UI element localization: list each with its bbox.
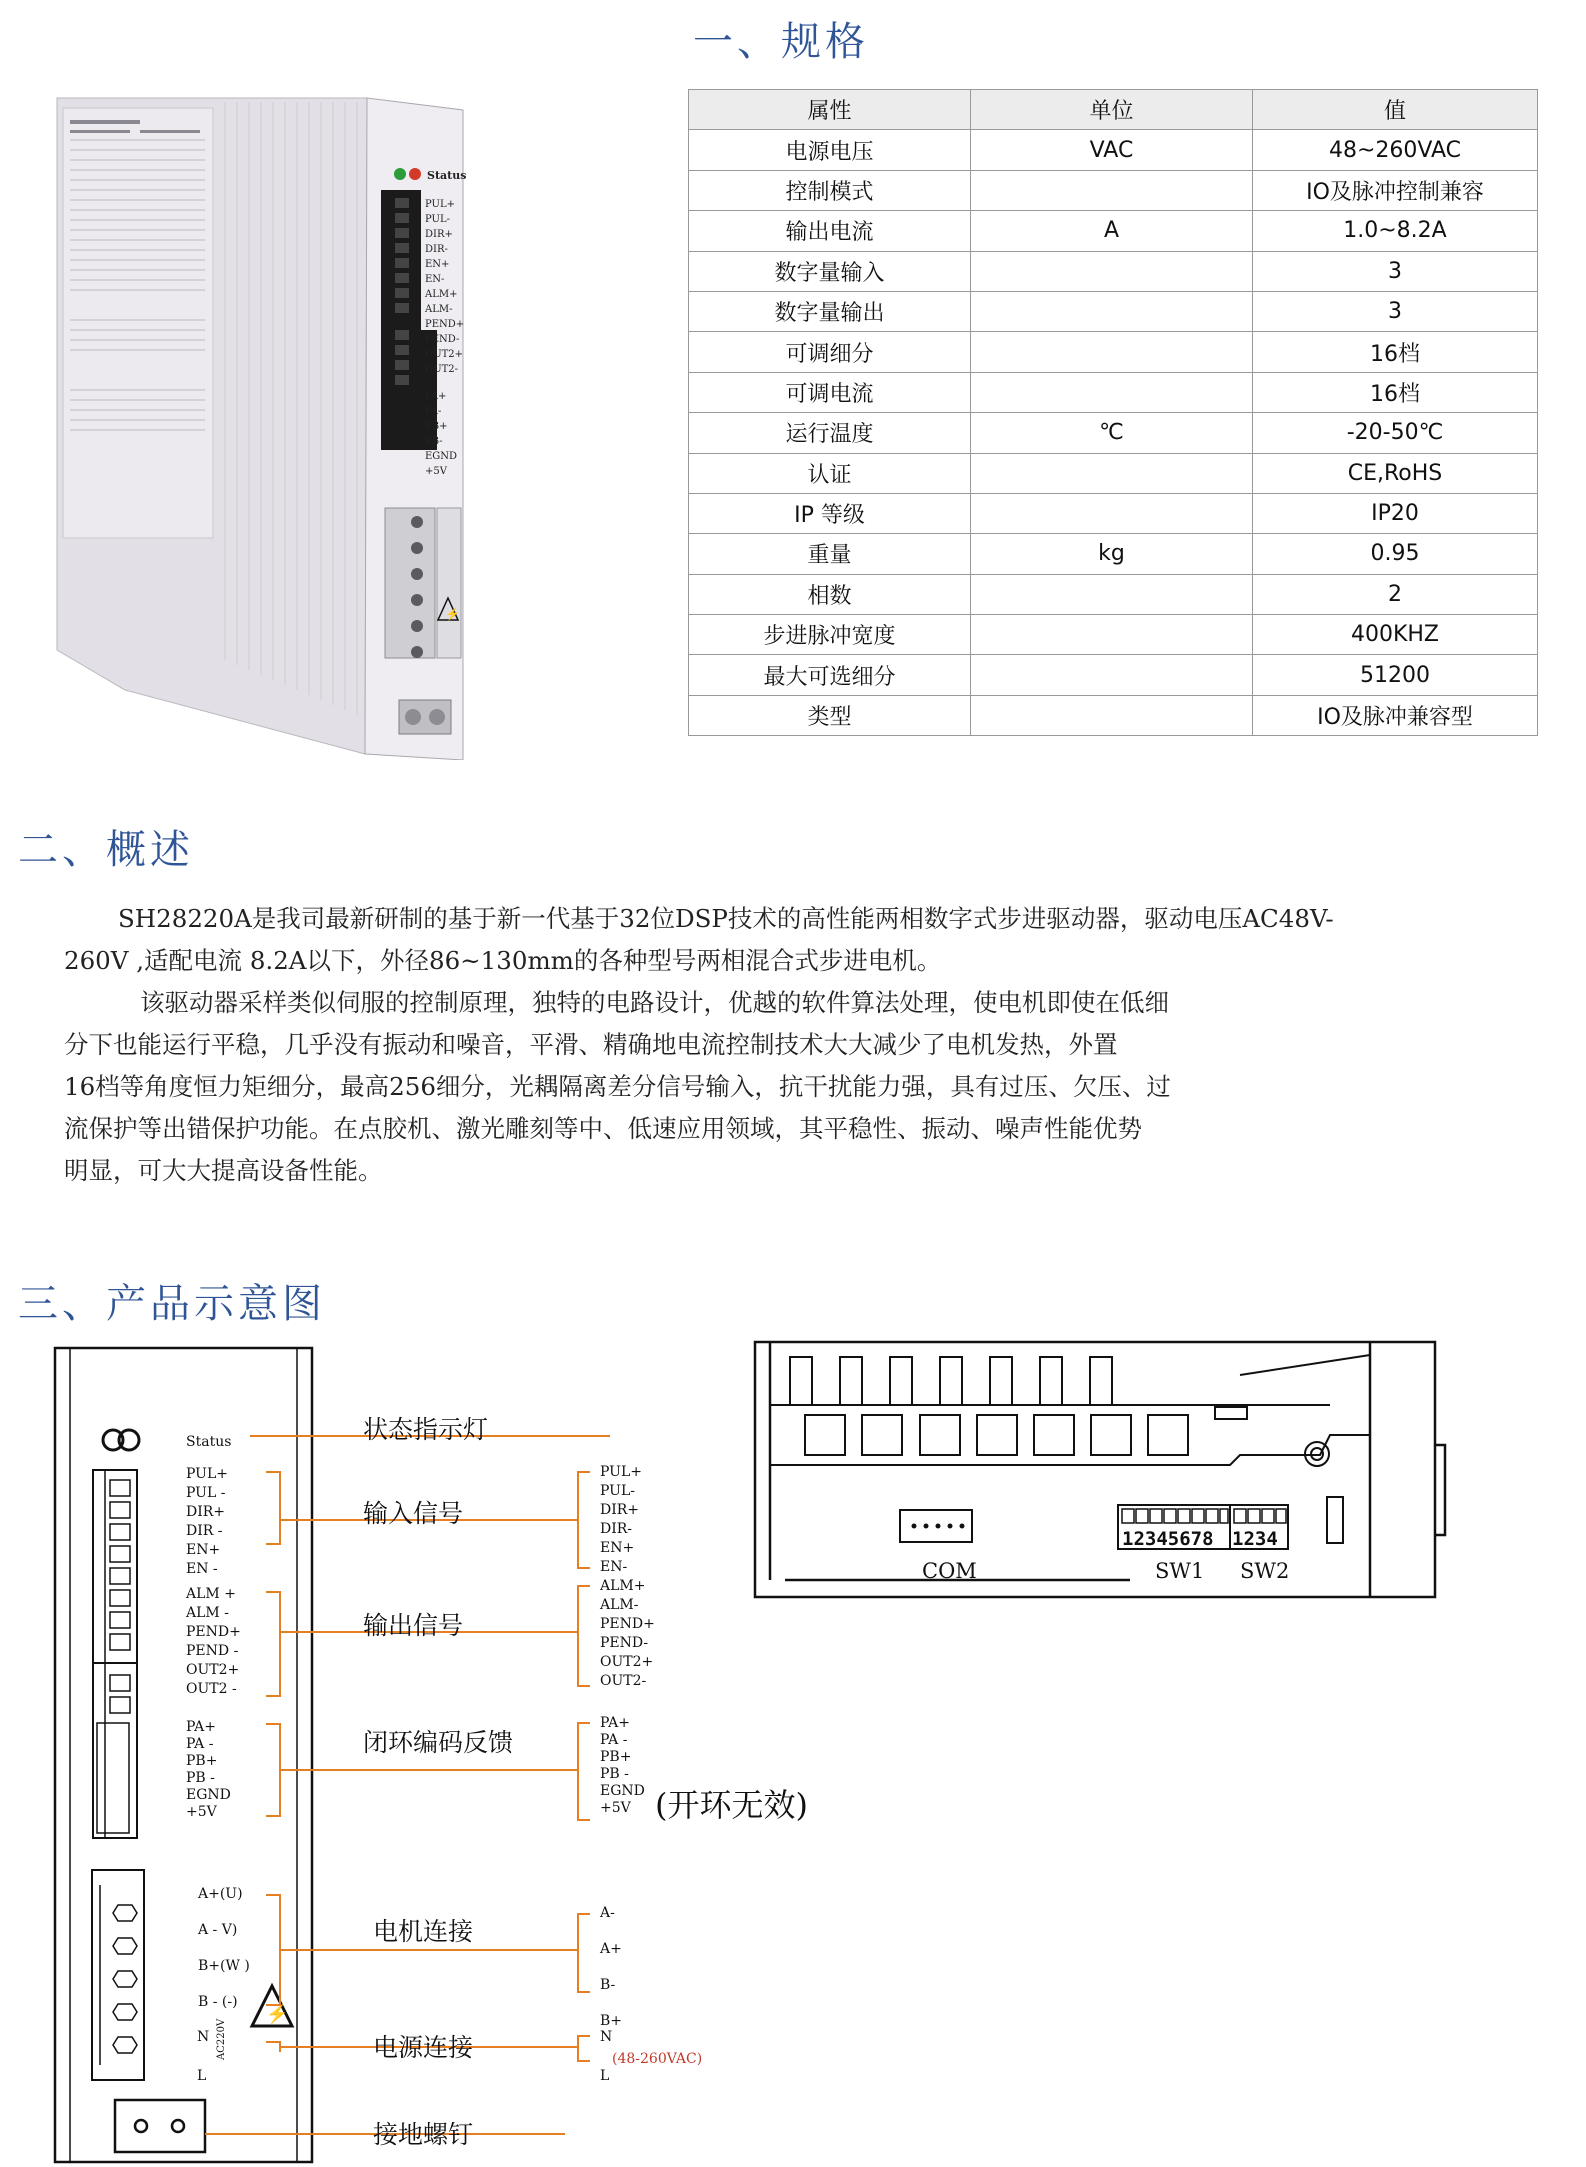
spec-unit-cell — [971, 291, 1253, 331]
photo-status-label: Status — [427, 169, 467, 182]
front-output-pin-label: PEND+ — [186, 1624, 241, 1640]
overview-p2-line3: 16档等角度恒力矩细分，最高256细分，光耦隔离差分信号输入，抗干扰能力强，具有过压、欠压、过 — [64, 1072, 1171, 1101]
power-signal-pin-n: N — [600, 2029, 613, 2045]
spec-attribute-cell: 步进脉冲宽度 — [689, 615, 971, 655]
connector-hole — [110, 1502, 130, 1518]
front-output-pin-label: ALM + — [186, 1586, 236, 1602]
photo-pin-label: PB+ — [425, 421, 448, 432]
sw2-digits: 1234 — [1232, 1528, 1278, 1550]
overview-p2-line1: 该驱动器采样类似伺服的控制原理，独特的电路设计，优越的软件算法处理，使电机即使在低细 — [140, 988, 1169, 1017]
overview-p2-line2: 分下也能运行平稳，几乎没有振动和噪音，平滑、精确地电流控制技术大大减少了电机发热，外置 — [64, 1030, 1118, 1059]
spec-unit-cell — [971, 372, 1253, 412]
spec-value-cell: 16档 — [1253, 332, 1538, 372]
encoder-signal-pin: PB - — [600, 1766, 629, 1782]
photo-pin-label: ALM- — [425, 304, 453, 315]
front-input-pin-label: EN+ — [186, 1542, 221, 1558]
overview-section-title: 二、概述 — [18, 827, 194, 873]
encoder-signal-pin: PA+ — [600, 1715, 630, 1731]
encoder-feedback-label: 闭环编码反馈 — [363, 1728, 514, 1757]
spec-unit-cell — [971, 332, 1253, 372]
spec-attribute-cell: 可调细分 — [689, 332, 971, 372]
spec-row — [689, 130, 1538, 170]
side-view-diagram — [750, 1335, 1450, 1615]
spec-value-cell: CE,RoHS — [1253, 453, 1538, 493]
spec-row — [689, 170, 1538, 210]
motor-signal-pin: B- — [600, 1977, 616, 1993]
front-input-pin-label: DIR+ — [186, 1504, 226, 1520]
motor-signal-pin: A+ — [600, 1941, 622, 1957]
spec-row — [689, 695, 1538, 735]
spec-value-cell: 51200 — [1253, 655, 1538, 695]
front-motor-pin-label: B+(W ) — [198, 1958, 250, 1974]
front-output-pin-label: OUT2+ — [186, 1662, 240, 1678]
encoder-signal-pin: PB+ — [600, 1749, 632, 1765]
com-label: COM — [922, 1559, 977, 1583]
front-input-pin-label: DIR - — [186, 1523, 223, 1539]
front-encoder-pin-label: PB - — [186, 1770, 215, 1786]
spec-value-cell: IO及脉冲兼容型 — [1253, 695, 1538, 735]
front-motor-pin-label: A - V) — [198, 1922, 238, 1938]
photo-pin-label: PA- — [425, 406, 442, 417]
output-signal-pin: PEND+ — [600, 1616, 655, 1632]
spec-header-unit: 单位 — [971, 90, 1253, 130]
spec-unit-cell — [971, 251, 1253, 291]
spec-row — [689, 574, 1538, 614]
spec-header-attribute: 属性 — [689, 90, 971, 130]
motor-signal-pin: A- — [600, 1905, 615, 1921]
status-indicator-label: 状态指示灯 — [363, 1415, 489, 1444]
power-signal-pin-l: L — [600, 2068, 610, 2084]
front-encoder-pin-label: PA - — [186, 1736, 214, 1752]
front-power-pin-l: L — [197, 2068, 207, 2084]
spec-attribute-cell: 可调电流 — [689, 372, 971, 412]
spec-attribute-cell: 最大可选细分 — [689, 655, 971, 695]
spec-attribute-cell: 数字量输出 — [689, 291, 971, 331]
front-input-pin-label: EN - — [186, 1561, 218, 1577]
front-ac-text: AC220V — [216, 2018, 227, 2060]
spec-row — [689, 453, 1538, 493]
spec-unit-cell: VAC — [971, 130, 1253, 170]
spec-attribute-cell: IP 等级 — [689, 493, 971, 533]
front-encoder-pin-label: EGND — [186, 1787, 231, 1803]
spec-attribute-cell: 认证 — [689, 453, 971, 493]
overview-p1-line2: 260V ,适配电流 8.2A以下，外径86~130mm的各种型号两相混合式步进电机。 — [64, 946, 942, 975]
spec-unit-cell — [971, 453, 1253, 493]
photo-pin-label: PUL+ — [425, 199, 455, 210]
motor-connection-label: 电机连接 — [373, 1917, 474, 1946]
driver-product-photo — [55, 90, 475, 760]
front-output-pin-label: ALM - — [186, 1605, 229, 1621]
front-motor-pin-label: A+(U) — [198, 1886, 243, 1902]
spec-attribute-cell: 数字量输入 — [689, 251, 971, 291]
ground-screw-label: 接地螺钉 — [373, 2120, 474, 2149]
connector-hole — [110, 1634, 130, 1650]
spec-value-cell: 3 — [1253, 291, 1538, 331]
spec-unit-cell — [971, 615, 1253, 655]
encoder-signal-pin: PA - — [600, 1732, 628, 1748]
photo-pin-label: PEND+ — [425, 319, 465, 330]
spec-value-cell: 0.95 — [1253, 534, 1538, 574]
spec-attribute-cell: 相数 — [689, 574, 971, 614]
connector-hole — [110, 1590, 130, 1606]
photo-pin-label: +5V — [425, 466, 447, 477]
front-encoder-pin-label: +5V — [186, 1804, 217, 1820]
power-connection-label: 电源连接 — [373, 2033, 474, 2062]
output-signal-pin: OUT2+ — [600, 1654, 654, 1670]
input-signal-pin: PUL+ — [600, 1464, 642, 1480]
spec-row — [689, 372, 1538, 412]
front-motor-pin-label: B - (-) — [198, 1994, 238, 2010]
photo-pin-label: DIR+ — [425, 229, 453, 240]
spec-value-cell: 400KHZ — [1253, 615, 1538, 655]
photo-pin-label: OUT2+ — [425, 349, 464, 360]
spec-header-value: 值 — [1253, 90, 1538, 130]
connector-hole — [110, 1675, 130, 1691]
output-signal-pin: ALM- — [600, 1597, 639, 1613]
photo-pin-label: EGND — [425, 451, 458, 462]
encoder-signal-pin: +5V — [600, 1800, 631, 1816]
spec-row — [689, 493, 1538, 533]
spec-value-cell: 2 — [1253, 574, 1538, 614]
spec-row — [689, 211, 1538, 251]
front-output-pin-label: PEND - — [186, 1643, 239, 1659]
spec-row — [689, 413, 1538, 453]
overview-p1-line1: SH28220A是我司最新研制的基于新一代基于32位DSP技术的高性能两相数字式步进驱动器，驱动电压AC48V- — [118, 904, 1334, 933]
connector-hole — [110, 1480, 130, 1496]
front-input-pin-label: PUL - — [186, 1485, 226, 1501]
photo-pin-label: PB- — [425, 436, 443, 447]
spec-value-cell: -20-50℃ — [1253, 413, 1538, 453]
spec-unit-cell — [971, 574, 1253, 614]
spec-attribute-cell: 运行温度 — [689, 413, 971, 453]
photo-pin-label: ALM+ — [425, 289, 458, 300]
front-encoder-pin-label: PA+ — [186, 1719, 216, 1735]
spec-value-cell: 1.0~8.2A — [1253, 211, 1538, 251]
front-output-pin-label: OUT2 - — [186, 1681, 237, 1697]
spec-unit-cell: A — [971, 211, 1253, 251]
overview-p2-line4: 流保护等出错保护功能。在点胶机、激光雕刻等中、低速应用领域，其平稳性、振动、噪声性能优势 — [64, 1114, 1142, 1143]
output-signal-pin: OUT2- — [600, 1673, 647, 1689]
spec-unit-cell — [971, 170, 1253, 210]
input-signal-pin: DIR- — [600, 1521, 633, 1537]
spec-row — [689, 251, 1538, 291]
output-signal-pin: PEND- — [600, 1635, 649, 1651]
svg-text:⚡: ⚡ — [266, 2004, 289, 2025]
spec-unit-cell — [971, 695, 1253, 735]
connector-hole — [110, 1546, 130, 1562]
sw1-digits: 12345678 — [1122, 1528, 1214, 1550]
photo-pin-label: DIR- — [425, 244, 448, 255]
spec-table — [688, 89, 1538, 736]
spec-attribute-cell: 控制模式 — [689, 170, 971, 210]
spec-value-cell: IO及脉冲控制兼容 — [1253, 170, 1538, 210]
spec-value-cell: 16档 — [1253, 372, 1538, 412]
sw2-label: SW2 — [1240, 1559, 1290, 1583]
photo-pin-label: EN- — [425, 274, 445, 285]
spec-row — [689, 655, 1538, 695]
photo-pin-label: PEND- — [425, 334, 460, 345]
spec-value-cell: IP20 — [1253, 493, 1538, 533]
output-signal-pin: ALM+ — [600, 1578, 646, 1594]
spec-attribute-cell: 重量 — [689, 534, 971, 574]
spec-unit-cell — [971, 493, 1253, 533]
spec-unit-cell: kg — [971, 534, 1253, 574]
output-signal-label: 输出信号 — [363, 1611, 464, 1640]
connector-hole — [110, 1697, 130, 1713]
svg-text:⚡: ⚡ — [445, 607, 460, 621]
spec-row — [689, 615, 1538, 655]
front-input-pin-label: PUL+ — [186, 1466, 228, 1482]
connector-hole — [110, 1568, 130, 1584]
front-status-label: Status — [186, 1434, 232, 1450]
encoder-note: (开环无效) — [655, 1786, 808, 1824]
spec-attribute-cell: 电源电压 — [689, 130, 971, 170]
connector-hole — [110, 1612, 130, 1628]
input-signal-pin: PUL- — [600, 1483, 635, 1499]
spec-row — [689, 291, 1538, 331]
motor-signal-pin: B+ — [600, 2013, 623, 2029]
input-signal-pin: EN+ — [600, 1540, 635, 1556]
diagram-section-title: 三、产品示意图 — [18, 1281, 326, 1327]
spec-value-cell: 48~260VAC — [1253, 130, 1538, 170]
sw1-label: SW1 — [1155, 1559, 1205, 1583]
photo-pin-label: PUL- — [425, 214, 450, 225]
spec-unit-cell: ℃ — [971, 413, 1253, 453]
spec-row — [689, 332, 1538, 372]
photo-pin-label: PA+ — [425, 391, 447, 402]
overview-p2-line5: 明显，可大大提高设备性能。 — [64, 1156, 383, 1185]
input-signal-pin: EN- — [600, 1559, 628, 1575]
front-encoder-pin-label: PB+ — [186, 1753, 218, 1769]
spec-value-cell: 3 — [1253, 251, 1538, 291]
connector-hole — [110, 1524, 130, 1540]
spec-unit-cell — [971, 655, 1253, 695]
front-power-pin-n: N — [197, 2029, 210, 2045]
input-signal-label: 输入信号 — [363, 1499, 464, 1528]
encoder-signal-pin: EGND — [600, 1783, 645, 1799]
spec-table-header-row — [689, 90, 1538, 130]
input-signal-pin: DIR+ — [600, 1502, 640, 1518]
photo-pin-label: OUT2- — [425, 364, 459, 375]
spec-section-title: 一、规格 — [693, 19, 869, 65]
power-range-label: (48-260VAC) — [612, 2051, 703, 2067]
spec-attribute-cell: 类型 — [689, 695, 971, 735]
photo-pin-label: EN+ — [425, 259, 450, 270]
spec-attribute-cell: 输出电流 — [689, 211, 971, 251]
spec-row — [689, 534, 1538, 574]
